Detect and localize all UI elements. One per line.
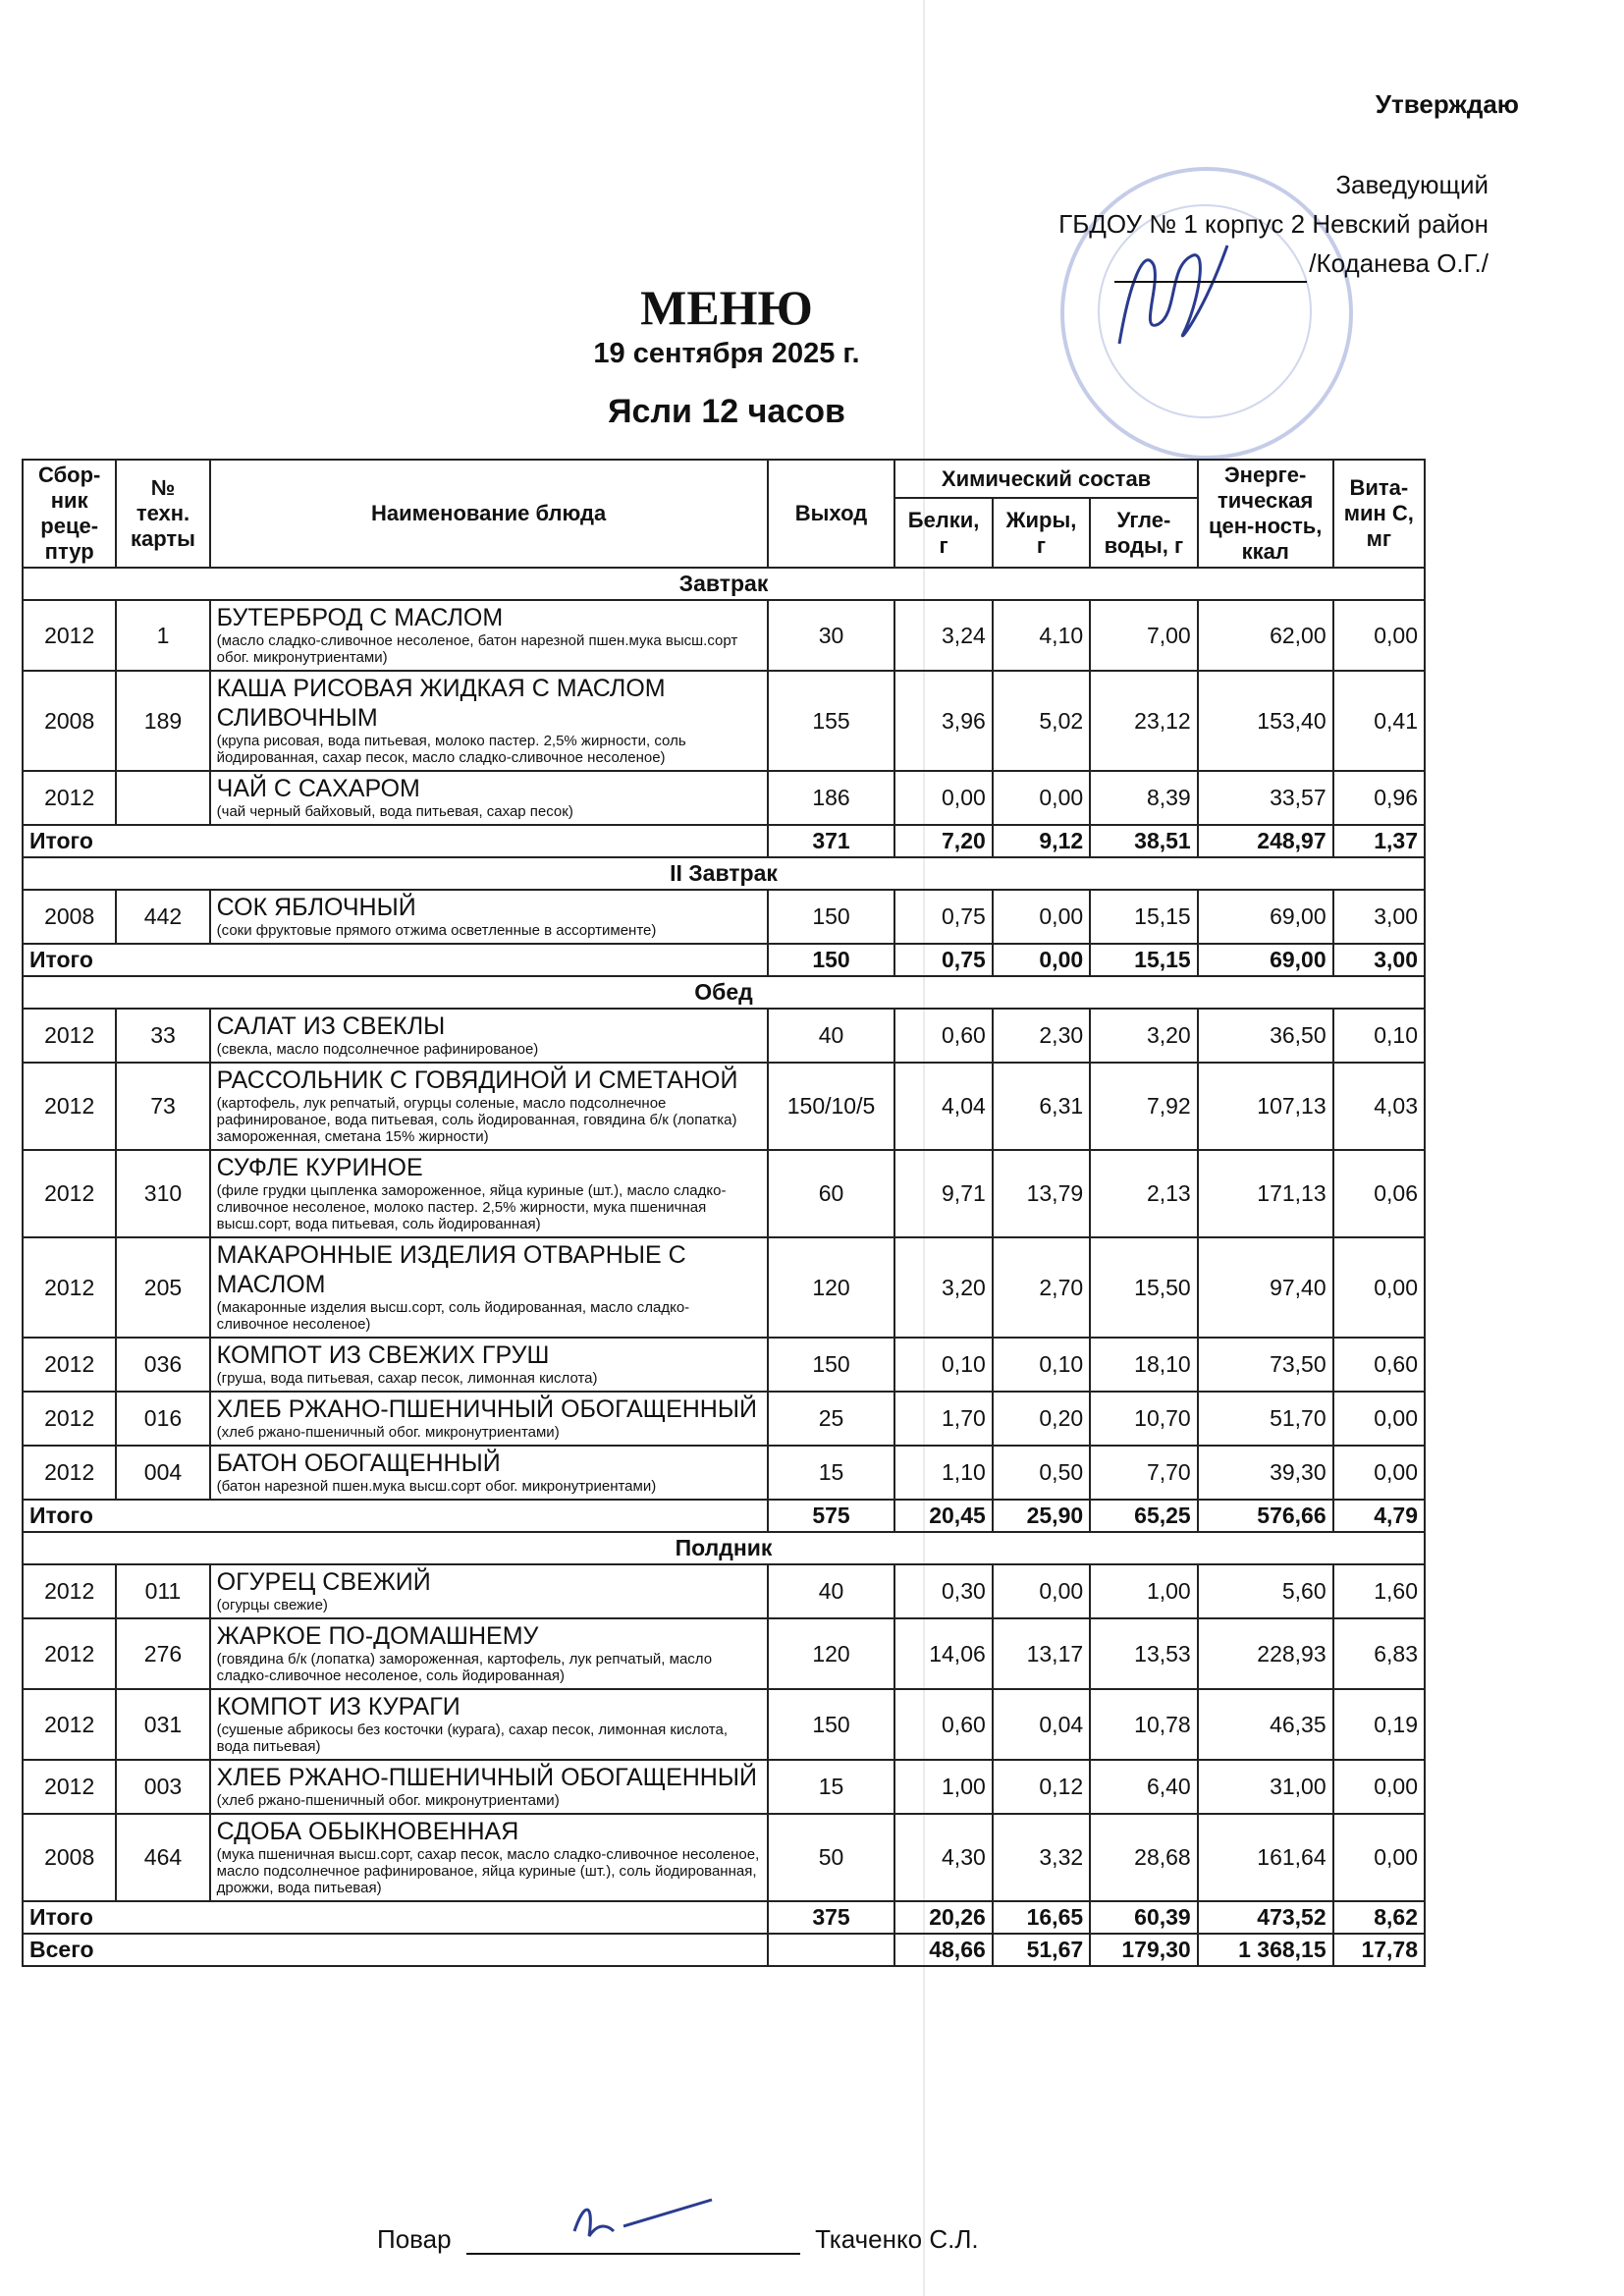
dish-cell: [210, 1618, 768, 1689]
dish-name: ЧАЙ С САХАРОМ: [216, 775, 420, 802]
header-card: № техн. карты: [116, 460, 209, 568]
dish-cell: [210, 1392, 768, 1446]
dish-name: СДОБА ОБЫКНОВЕННАЯ: [216, 1818, 519, 1845]
card-cell: 004: [116, 1446, 209, 1500]
grand-total-vitamin: 17,78: [1333, 1934, 1425, 1966]
energy-cell: 5,60: [1198, 1564, 1333, 1618]
dish-name: САЛАТ ИЗ СВЕКЛЫ: [216, 1012, 446, 1040]
grand-total-label: Всего: [23, 1934, 768, 1966]
header-energy: Энерге-тическая цен-ность, ккал: [1198, 460, 1333, 568]
total-energy: 69,00: [1198, 944, 1333, 976]
dish-cell: [210, 1063, 768, 1150]
section-header-row: [23, 976, 1425, 1009]
fats-cell: 0,10: [993, 1338, 1090, 1392]
total-carbs: 38,51: [1090, 825, 1198, 857]
dish-composition: (свекла, масло подсолнечное рафинированое): [216, 1041, 539, 1058]
proteins-cell: 14,06: [894, 1618, 992, 1689]
table-row: [23, 1618, 1425, 1689]
vitamin-cell: 0,00: [1333, 600, 1425, 671]
proteins-cell: 0,10: [894, 1338, 992, 1392]
collection-cell: 2012: [23, 1446, 116, 1500]
dish-cell: [210, 1338, 768, 1392]
card-cell: 031: [116, 1689, 209, 1760]
card-cell: 189: [116, 671, 209, 771]
energy-cell: 39,30: [1198, 1446, 1333, 1500]
footer-cook: [377, 2224, 979, 2255]
table-row: [23, 1237, 1425, 1338]
carbs-cell: 23,12: [1090, 671, 1198, 771]
table-row: [23, 1392, 1425, 1446]
dish-name: ОГУРЕЦ СВЕЖИЙ: [216, 1568, 431, 1596]
table-row: [23, 1009, 1425, 1063]
dish-cell: [210, 890, 768, 944]
fats-cell: 13,17: [993, 1618, 1090, 1689]
collection-cell: 2012: [23, 1150, 116, 1237]
menu-date: 19 сентября 2025 г.: [593, 338, 860, 369]
proteins-cell: 4,30: [894, 1814, 992, 1901]
output-cell: 150: [768, 1338, 895, 1392]
card-cell: 73: [116, 1063, 209, 1150]
proteins-cell: 0,00: [894, 771, 992, 825]
dish-name: ЖАРКОЕ ПО-ДОМАШНЕМУ: [216, 1622, 539, 1650]
proteins-cell: 4,04: [894, 1063, 992, 1150]
output-cell: 50: [768, 1814, 895, 1901]
card-cell: 442: [116, 890, 209, 944]
dish-cell: [210, 1446, 768, 1500]
dish-name: СУФЛЕ КУРИНОЕ: [216, 1154, 423, 1181]
section-header-row: [23, 1532, 1425, 1564]
collection-cell: 2012: [23, 1237, 116, 1338]
approval-organization: ГБДОУ № 1 корпус 2 Невский район: [1058, 209, 1489, 239]
dish-name: МАКАРОННЫЕ ИЗДЕЛИЯ ОТВАРНЫЕ С МАСЛОМ: [216, 1241, 686, 1298]
vitamin-cell: 3,00: [1333, 890, 1425, 944]
proteins-cell: 0,60: [894, 1689, 992, 1760]
header-output: Выход: [768, 460, 895, 568]
total-output: 375: [768, 1901, 895, 1934]
dish-name: КОМПОТ ИЗ КУРАГИ: [216, 1693, 460, 1721]
card-cell: 33: [116, 1009, 209, 1063]
table-row: [23, 771, 1425, 825]
cook-signature-line: [466, 2227, 800, 2255]
total-proteins: 7,20: [894, 825, 992, 857]
collection-cell: 2012: [23, 1392, 116, 1446]
header-chemical-composition: Химический состав: [894, 460, 1197, 498]
vitamin-cell: 0,06: [1333, 1150, 1425, 1237]
proteins-cell: 3,24: [894, 600, 992, 671]
energy-cell: 69,00: [1198, 890, 1333, 944]
carbs-cell: 3,20: [1090, 1009, 1198, 1063]
output-cell: 186: [768, 771, 895, 825]
collection-cell: 2012: [23, 1564, 116, 1618]
energy-cell: 31,00: [1198, 1760, 1333, 1814]
menu-table-body: [23, 568, 1425, 1966]
output-cell: 155: [768, 671, 895, 771]
carbs-cell: 28,68: [1090, 1814, 1198, 1901]
energy-cell: 228,93: [1198, 1618, 1333, 1689]
section-total-row: [23, 944, 1425, 976]
carbs-cell: 2,13: [1090, 1150, 1198, 1237]
total-proteins: 20,26: [894, 1901, 992, 1934]
dish-cell: [210, 671, 768, 771]
dish-composition: (филе грудки цыпленка замороженное, яйца куриные (шт.), масло сладко-сливочное несоленое, молоко пастер. 2,5% жирности, мука пшеничная высш.сорт, вода питьевая, соль йодированная): [216, 1182, 727, 1232]
dish-composition: (макаронные изделия высш.сорт, соль йодированная, масло сладко-сливочное несоленое): [216, 1299, 690, 1333]
vitamin-cell: 0,10: [1333, 1009, 1425, 1063]
fats-cell: 6,31: [993, 1063, 1090, 1150]
vitamin-cell: 4,03: [1333, 1063, 1425, 1150]
card-cell: 016: [116, 1392, 209, 1446]
total-label: Итого: [23, 1500, 768, 1532]
total-fats: 25,90: [993, 1500, 1090, 1532]
output-cell: 30: [768, 600, 895, 671]
total-proteins: 20,45: [894, 1500, 992, 1532]
collection-cell: 2012: [23, 771, 116, 825]
dish-cell: [210, 1760, 768, 1814]
header-collection: Сбор-ник реце-птур: [23, 460, 116, 568]
dish-cell: [210, 1009, 768, 1063]
section-total-row: [23, 1500, 1425, 1532]
grand-total-carbs: 179,30: [1090, 1934, 1198, 1966]
card-cell: 276: [116, 1618, 209, 1689]
total-label: Итого: [23, 825, 768, 857]
total-vitamin: 3,00: [1333, 944, 1425, 976]
fats-cell: 0,00: [993, 1564, 1090, 1618]
total-energy: 473,52: [1198, 1901, 1333, 1934]
energy-cell: 33,57: [1198, 771, 1333, 825]
carbs-cell: 10,78: [1090, 1689, 1198, 1760]
fats-cell: 4,10: [993, 600, 1090, 671]
header-proteins: Белки, г: [894, 498, 992, 568]
dish-name: БУТЕРБРОД С МАСЛОМ: [216, 604, 504, 631]
cook-name: Ткаченко С.Л.: [815, 2224, 979, 2254]
collection-cell: 2008: [23, 1814, 116, 1901]
dish-name: СОК ЯБЛОЧНЫЙ: [216, 894, 416, 921]
output-cell: 120: [768, 1618, 895, 1689]
dish-cell: [210, 600, 768, 671]
carbs-cell: 7,92: [1090, 1063, 1198, 1150]
carbs-cell: 10,70: [1090, 1392, 1198, 1446]
section-title: II Завтрак: [23, 857, 1425, 890]
grand-total-energy: 1 368,15: [1198, 1934, 1333, 1966]
approval-signer: /Коданева О.Г./: [1309, 248, 1489, 278]
fats-cell: 2,70: [993, 1237, 1090, 1338]
energy-cell: 153,40: [1198, 671, 1333, 771]
carbs-cell: 18,10: [1090, 1338, 1198, 1392]
section-title: Обед: [23, 976, 1425, 1009]
dish-name: ХЛЕБ РЖАНО-ПШЕНИЧНЫЙ ОБОГАЩЕННЫЙ: [216, 1764, 757, 1791]
table-row: [23, 1338, 1425, 1392]
menu-table: [22, 459, 1426, 1967]
carbs-cell: 1,00: [1090, 1564, 1198, 1618]
cook-label: Повар: [377, 2224, 452, 2254]
card-cell: 036: [116, 1338, 209, 1392]
dish-composition: (хлеб ржано-пшеничный обог. микронутриентами): [216, 1424, 560, 1441]
output-cell: 120: [768, 1237, 895, 1338]
energy-cell: 107,13: [1198, 1063, 1333, 1150]
dish-name: КАША РИСОВАЯ ЖИДКАЯ С МАСЛОМ СЛИВОЧНЫМ: [216, 675, 666, 732]
dish-composition: (масло сладко-сливочное несоленое, батон нарезной пшен.мука высш.сорт обог. микронутриентами): [216, 632, 738, 666]
output-cell: 150: [768, 1689, 895, 1760]
collection-cell: 2012: [23, 1338, 116, 1392]
total-carbs: 15,15: [1090, 944, 1198, 976]
dish-cell: [210, 771, 768, 825]
vitamin-cell: 0,00: [1333, 1446, 1425, 1500]
total-fats: 16,65: [993, 1901, 1090, 1934]
dish-composition: (чай черный байховый, вода питьевая, сахар песок): [216, 803, 573, 820]
dish-composition: (крупа рисовая, вода питьевая, молоко пастер. 2,5% жирности, соль йодированная, сахар песок, масло сладко-сливочное несоленое): [216, 733, 686, 766]
vitamin-cell: 0,00: [1333, 1814, 1425, 1901]
table-row: [23, 1760, 1425, 1814]
dish-cell: [210, 1237, 768, 1338]
proteins-cell: 1,10: [894, 1446, 992, 1500]
total-label: Итого: [23, 944, 768, 976]
table-row: [23, 1446, 1425, 1500]
approval-word: Утверждаю: [1375, 89, 1519, 119]
fats-cell: 0,50: [993, 1446, 1090, 1500]
fats-cell: 0,12: [993, 1760, 1090, 1814]
collection-cell: 2012: [23, 600, 116, 671]
fats-cell: 0,00: [993, 890, 1090, 944]
output-cell: 150: [768, 890, 895, 944]
dish-name: ХЛЕБ РЖАНО-ПШЕНИЧНЫЙ ОБОГАЩЕННЫЙ: [216, 1395, 757, 1423]
energy-cell: 46,35: [1198, 1689, 1333, 1760]
proteins-cell: 0,75: [894, 890, 992, 944]
energy-cell: 97,40: [1198, 1237, 1333, 1338]
collection-cell: 2012: [23, 1760, 116, 1814]
proteins-cell: 1,00: [894, 1760, 992, 1814]
header-carbs: Угле-воды, г: [1090, 498, 1198, 568]
energy-cell: 161,64: [1198, 1814, 1333, 1901]
collection-cell: 2012: [23, 1618, 116, 1689]
carbs-cell: 7,70: [1090, 1446, 1198, 1500]
grand-total-row: [23, 1934, 1425, 1966]
collection-cell: 2012: [23, 1009, 116, 1063]
vitamin-cell: 0,00: [1333, 1392, 1425, 1446]
collection-cell: 2008: [23, 671, 116, 771]
dish-composition: (говядина б/к (лопатка) замороженная, картофель, лук репчатый, масло сладко-сливочное несоленое, соль йодированная): [216, 1651, 713, 1684]
grand-total-fats: 51,67: [993, 1934, 1090, 1966]
table-row: [23, 1814, 1425, 1901]
energy-cell: 73,50: [1198, 1338, 1333, 1392]
collection-cell: 2012: [23, 1063, 116, 1150]
grand-total-output: [768, 1934, 895, 1966]
section-header-row: [23, 568, 1425, 600]
total-output: 150: [768, 944, 895, 976]
card-cell: 464: [116, 1814, 209, 1901]
vitamin-cell: 0,19: [1333, 1689, 1425, 1760]
total-vitamin: 1,37: [1333, 825, 1425, 857]
carbs-cell: 6,40: [1090, 1760, 1198, 1814]
fats-cell: 0,04: [993, 1689, 1090, 1760]
total-carbs: 60,39: [1090, 1901, 1198, 1934]
dish-composition: (сушеные абрикосы без косточки (курага), сахар песок, лимонная кислота, вода питьевая): [216, 1722, 728, 1755]
vitamin-cell: 0,41: [1333, 671, 1425, 771]
dish-cell: [210, 1689, 768, 1760]
dish-composition: (мука пшеничная высш.сорт, сахар песок, масло сладко-сливочное несоленое, масло подсолнечное рафинированое, яйца куриные (шт.), соль йодированная, дрожжи, вода питьевая): [216, 1846, 760, 1896]
table-row: [23, 600, 1425, 671]
total-vitamin: 8,62: [1333, 1901, 1425, 1934]
total-fats: 9,12: [993, 825, 1090, 857]
dish-cell: [210, 1814, 768, 1901]
section-total-row: [23, 825, 1425, 857]
section-title: Завтрак: [23, 568, 1425, 600]
header-fats: Жиры, г: [993, 498, 1090, 568]
section-total-row: [23, 1901, 1425, 1934]
menu-group: Ясли 12 часов: [608, 393, 845, 430]
table-row: [23, 1063, 1425, 1150]
vitamin-cell: 6,83: [1333, 1618, 1425, 1689]
proteins-cell: 0,30: [894, 1564, 992, 1618]
card-cell: 205: [116, 1237, 209, 1338]
carbs-cell: 15,15: [1090, 890, 1198, 944]
proteins-cell: 1,70: [894, 1392, 992, 1446]
dish-name: РАССОЛЬНИК С ГОВЯДИНОЙ И СМЕТАНОЙ: [216, 1066, 738, 1094]
table-row: [23, 671, 1425, 771]
energy-cell: 36,50: [1198, 1009, 1333, 1063]
vitamin-cell: 1,60: [1333, 1564, 1425, 1618]
section-title: Полдник: [23, 1532, 1425, 1564]
total-proteins: 0,75: [894, 944, 992, 976]
cook-signature: [565, 2192, 722, 2251]
dish-composition: (огурцы свежие): [216, 1597, 328, 1613]
carbs-cell: 13,53: [1090, 1618, 1198, 1689]
approval-signer-line: [1058, 244, 1489, 283]
page-title: МЕНЮ: [640, 280, 813, 335]
total-energy: 248,97: [1198, 825, 1333, 857]
vitamin-cell: 0,60: [1333, 1338, 1425, 1392]
table-row: [23, 1689, 1425, 1760]
dish-name: КОМПОТ ИЗ СВЕЖИХ ГРУШ: [216, 1341, 550, 1369]
dish-cell: [210, 1564, 768, 1618]
output-cell: 40: [768, 1564, 895, 1618]
table-row: [23, 890, 1425, 944]
fats-cell: 2,30: [993, 1009, 1090, 1063]
card-cell: 310: [116, 1150, 209, 1237]
header-dish-name: Наименование блюда: [210, 460, 768, 568]
vitamin-cell: 0,96: [1333, 771, 1425, 825]
dish-composition: (батон нарезной пшен.мука высш.сорт обог. микронутриентами): [216, 1478, 657, 1495]
card-cell: 1: [116, 600, 209, 671]
output-cell: 25: [768, 1392, 895, 1446]
carbs-cell: 8,39: [1090, 771, 1198, 825]
fats-cell: 5,02: [993, 671, 1090, 771]
fats-cell: 13,79: [993, 1150, 1090, 1237]
fats-cell: 3,32: [993, 1814, 1090, 1901]
dish-composition: (хлеб ржано-пшеничный обог. микронутриентами): [216, 1792, 560, 1809]
table-row: [23, 1564, 1425, 1618]
carbs-cell: 7,00: [1090, 600, 1198, 671]
total-output: 371: [768, 825, 895, 857]
vitamin-cell: 0,00: [1333, 1760, 1425, 1814]
card-cell: 003: [116, 1760, 209, 1814]
grand-total-proteins: 48,66: [894, 1934, 992, 1966]
dish-cell: [210, 1150, 768, 1237]
header-vitamin: Вита-мин С, мг: [1333, 460, 1425, 568]
fats-cell: 0,20: [993, 1392, 1090, 1446]
energy-cell: 62,00: [1198, 600, 1333, 671]
total-energy: 576,66: [1198, 1500, 1333, 1532]
collection-cell: 2008: [23, 890, 116, 944]
output-cell: 150/10/5: [768, 1063, 895, 1150]
total-fats: 0,00: [993, 944, 1090, 976]
total-output: 575: [768, 1500, 895, 1532]
energy-cell: 171,13: [1198, 1150, 1333, 1237]
carbs-cell: 15,50: [1090, 1237, 1198, 1338]
energy-cell: 51,70: [1198, 1392, 1333, 1446]
output-cell: 60: [768, 1150, 895, 1237]
dish-name: БАТОН ОБОГАЩЕННЫЙ: [216, 1449, 501, 1477]
approval-block: [1058, 84, 1519, 283]
dish-composition: (соки фруктовые прямого отжима осветленные в ассортименте): [216, 922, 657, 939]
proteins-cell: 3,96: [894, 671, 992, 771]
dish-composition: (картофель, лук репчатый, огурцы соленые, масло подсолнечное рафинированое, вода питьевая, соль йодированная, говядина б/к (лопатка) замороженная, сметана 15% жирности): [216, 1095, 737, 1145]
collection-cell: 2012: [23, 1689, 116, 1760]
total-label: Итого: [23, 1901, 768, 1934]
section-header-row: [23, 857, 1425, 890]
table-row: [23, 1150, 1425, 1237]
approval-position: Заведующий: [1335, 170, 1489, 199]
vitamin-cell: 0,00: [1333, 1237, 1425, 1338]
proteins-cell: 0,60: [894, 1009, 992, 1063]
proteins-cell: 9,71: [894, 1150, 992, 1237]
fats-cell: 0,00: [993, 771, 1090, 825]
output-cell: 15: [768, 1446, 895, 1500]
output-cell: 40: [768, 1009, 895, 1063]
total-carbs: 65,25: [1090, 1500, 1198, 1532]
card-cell: [116, 771, 209, 825]
output-cell: 15: [768, 1760, 895, 1814]
card-cell: 011: [116, 1564, 209, 1618]
proteins-cell: 3,20: [894, 1237, 992, 1338]
total-vitamin: 4,79: [1333, 1500, 1425, 1532]
dish-composition: (груша, вода питьевая, сахар песок, лимонная кислота): [216, 1370, 598, 1387]
